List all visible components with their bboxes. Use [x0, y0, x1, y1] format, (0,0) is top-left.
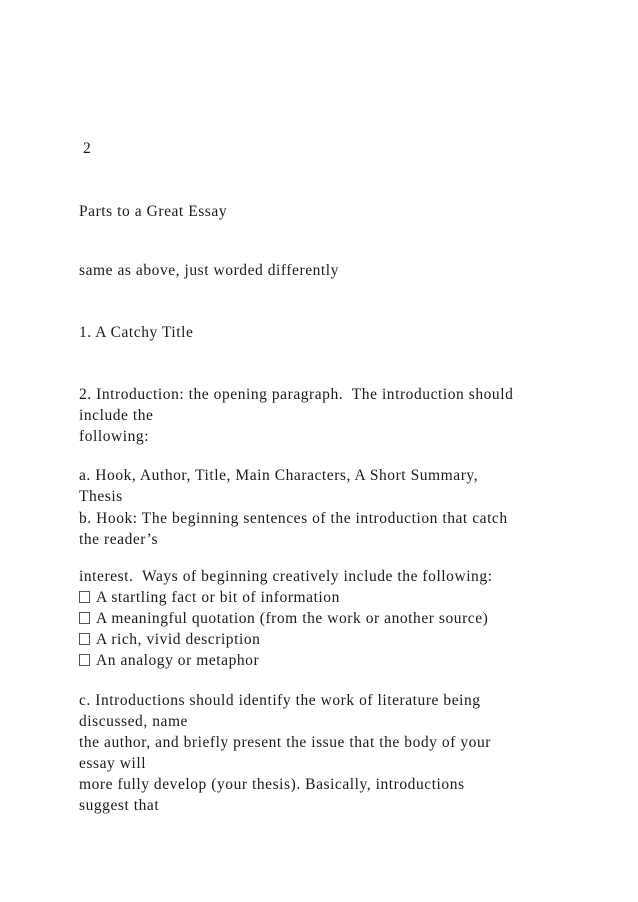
item2-line: include the: [79, 407, 154, 424]
list-item-1: 1. A Catchy Title: [79, 324, 194, 341]
page-number: 2: [83, 140, 92, 157]
item2-line: 2. Introduction: the opening paragraph. The introduction should: [79, 386, 514, 403]
item-c-line: c. Introductions should identify the work of literature being: [79, 692, 481, 709]
bullet-text: A rich, vivid description: [96, 631, 261, 648]
item-a-line: a. Hook, Author, Title, Main Characters, A Short Summary,: [79, 467, 479, 484]
heading: Parts to a Great Essay: [79, 203, 228, 220]
item-b-line: b. Hook: The beginning sentences of the introduction that catch: [79, 510, 508, 527]
subheading: same as above, just worded differently: [79, 262, 339, 279]
bullet-item: [79, 629, 260, 650]
item-c-line: more fully develop (your thesis). Basically, introductions: [79, 776, 465, 793]
missing-glyph-icon: [79, 633, 90, 645]
item2-line: following:: [79, 428, 150, 445]
item-c-line: suggest that: [79, 797, 160, 814]
item-a-line: Thesis: [79, 488, 123, 505]
bullet-text: An analogy or metaphor: [96, 652, 260, 669]
item-c-line: the author, and briefly present the issue that the body of your: [79, 734, 491, 751]
bullet-item: [79, 650, 259, 671]
missing-glyph-icon: [79, 612, 90, 624]
item-c-line: essay will: [79, 755, 147, 772]
item-b-line: the reader’s: [79, 531, 159, 548]
missing-glyph-icon: [79, 654, 90, 666]
bullet-text: A meaningful quotation (from the work or another source): [96, 610, 489, 627]
bullet-item: [79, 608, 488, 629]
bullet-text: A startling fact or bit of information: [96, 589, 340, 606]
item-c-line: discussed, name: [79, 713, 188, 730]
interest-line: interest. Ways of beginning creatively include the following:: [79, 568, 493, 585]
bullet-item: [79, 587, 340, 608]
missing-glyph-icon: [79, 591, 90, 603]
